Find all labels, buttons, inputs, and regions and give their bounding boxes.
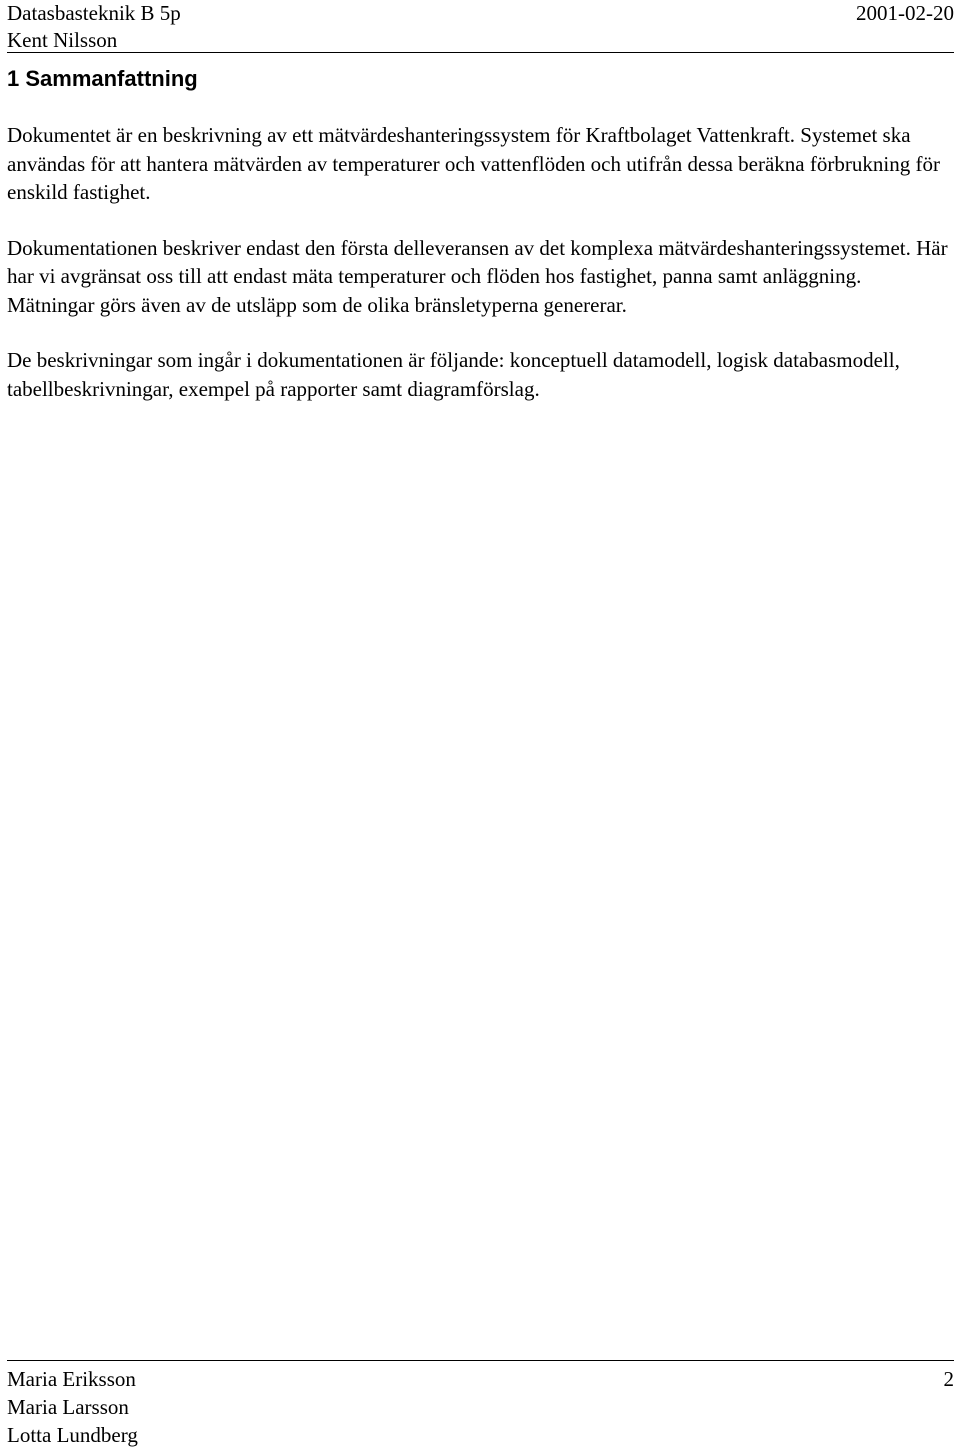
page-footer — [7, 1360, 954, 1449]
course-title: Datasbasteknik B 5p — [7, 1, 181, 25]
footer-author: Maria Eriksson — [7, 1367, 136, 1391]
page-header — [7, 0, 954, 53]
header-author: Kent Nilsson — [7, 28, 118, 52]
section-heading: 1 Sammanfattning — [7, 66, 198, 91]
header-bottom-row — [7, 27, 954, 54]
footer-author: Lotta Lundberg — [7, 1423, 138, 1447]
page-number: 2 — [943, 1367, 954, 1391]
section-body — [7, 121, 953, 430]
paragraph-1: Dokumentet är en beskrivning av ett mätvärdeshanteringssystem för Kraftbolaget Vattenkraft. Systemet ska användas för att hantera mätvärden av temperaturer och vattenflöden och utifrån dessa beräkna förbrukning för enskild fastighet. — [7, 123, 940, 204]
footer-author: Maria Larsson — [7, 1395, 129, 1419]
footer-authors — [7, 1365, 138, 1449]
document-date: 2001-02-20 — [856, 1, 954, 25]
paragraph-2: Dokumentationen beskriver endast den första delleveransen av det komplexa mätvärdeshanteringssystemet. Här har vi avgränsat oss till att endast mäta temperaturer och flöden hos fastighet, panna samt anläggning. Mätningar görs även av de utsläpp som de olika bränsletyperna genererar. — [7, 235, 948, 317]
header-top-row — [7, 0, 954, 27]
paragraph-3: De beskrivningar som ingår i dokumentationen är följande: konceptuell datamodell, logisk databasmodell, tabellbeskrivningar, exempel på rapporter samt diagramförslag. — [7, 348, 900, 401]
